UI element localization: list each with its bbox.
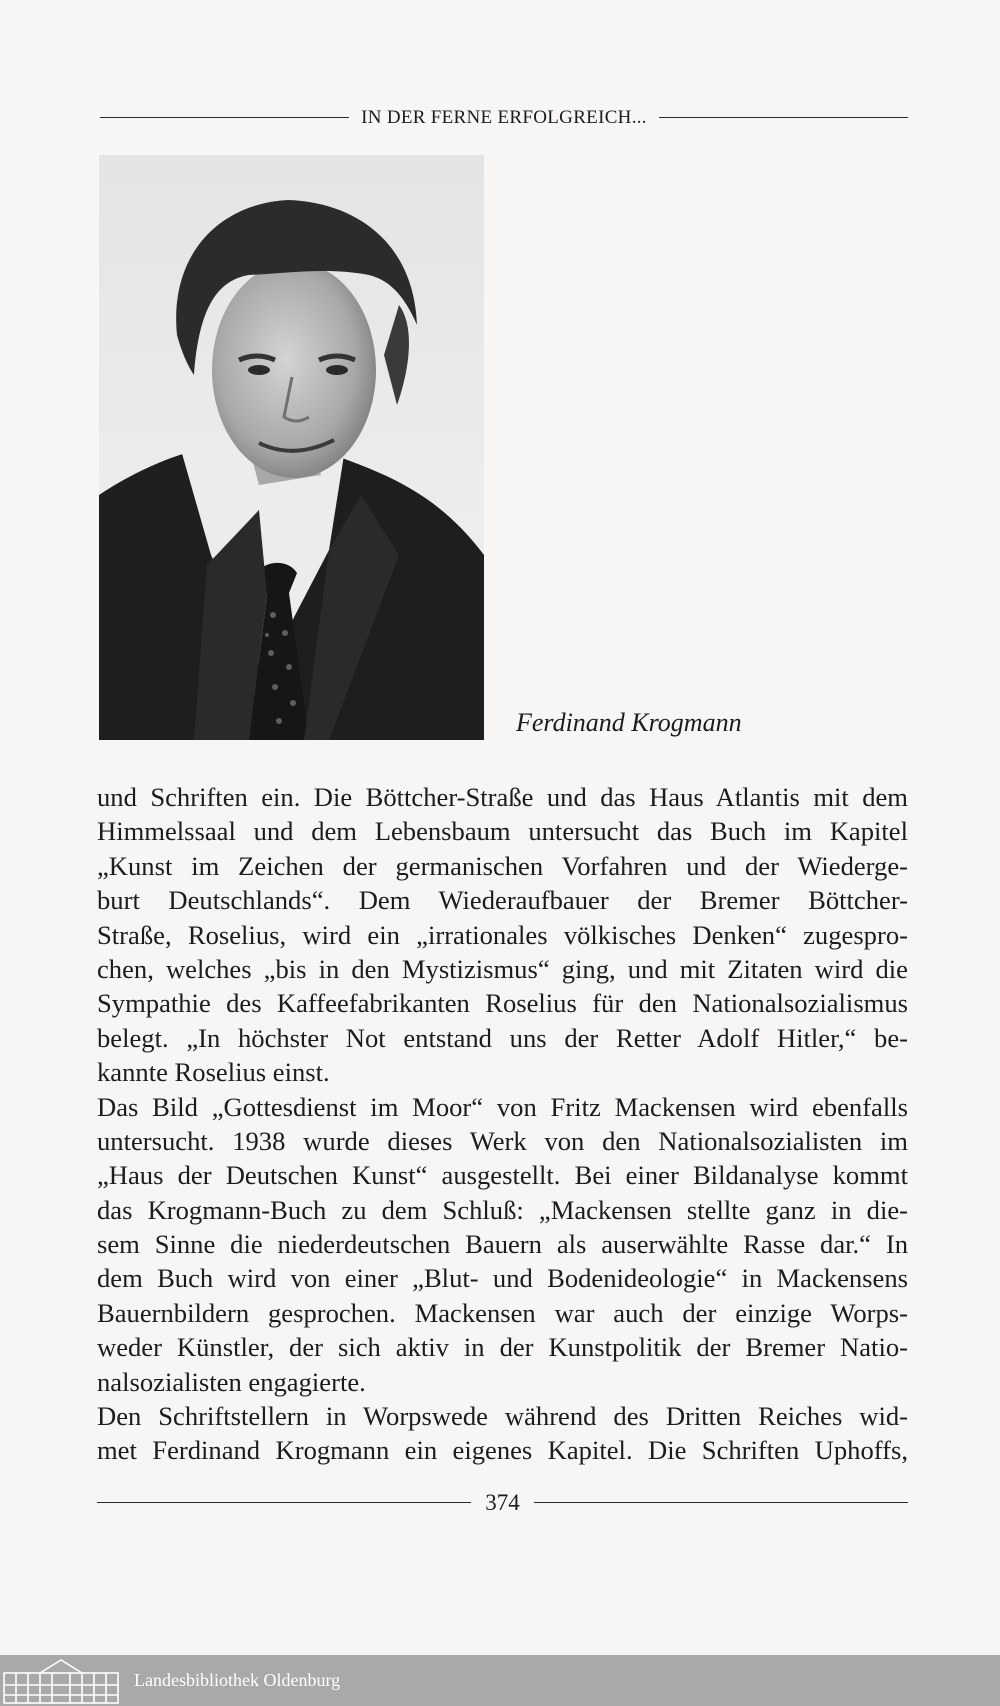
text-line: chen, welches „bis in den Mystizismus“ ging, und mit Zitaten wird die: [97, 953, 908, 984]
text-line: untersucht. 1938 wurde dieses Werk von den Nationalsozialisten im: [97, 1125, 908, 1156]
text-line: met Ferdinand Krogmann ein eigenes Kapitel. Die Schriften Uphoffs,: [97, 1435, 908, 1466]
text-line: und Schriften ein. Die Böttcher-Straße und das Haus Atlantis mit dem: [97, 782, 908, 812]
body-text: [97, 780, 908, 1468]
running-head: [100, 108, 908, 127]
text-line: „Kunst im Zeichen der germanischen Vorfahren und der Wiederge-: [97, 850, 908, 881]
text-line: Das Bild „Gottesdienst im Moor“ von Fritz Mackensen wird ebenfalls: [97, 1091, 908, 1122]
library-name: Landesbibliothek Oldenburg: [134, 1670, 341, 1690]
text-line: das Krogmann-Buch zu dem Schluß: „Mackensen stellte ganz in die-: [97, 1194, 908, 1225]
text-line: belegt. „In höchster Not entstand uns der Retter Adolf Hitler,“ be-: [97, 1022, 908, 1053]
text-line: „Haus der Deutschen Kunst“ ausgestellt. Bei einer Bildanalyse kommt: [97, 1160, 908, 1191]
running-head-rule-left: [100, 117, 349, 118]
text-line: weder Künstler, der sich aktiv in der Kunstpolitik der Bremer Natio-: [97, 1332, 908, 1363]
text-line: dem Buch wird von einer „Blut- und Bodenideologie“ in Mackensens: [97, 1263, 908, 1294]
folio-rule-right: [534, 1502, 908, 1503]
text-line: burt Deutschlands“. Dem Wiederaufbauer der Bremer Böttcher-: [97, 885, 908, 916]
page-folio: [97, 1491, 908, 1514]
running-head-title: IN DER FERNE ERFOLGREICH...: [361, 107, 647, 128]
library-footer-bar: [0, 1655, 1000, 1706]
text-line: Sympathie des Kaffeefabrikanten Roselius für den Nationalsozialismus: [97, 988, 908, 1019]
folio-rule-left: [97, 1502, 471, 1503]
library-building-icon: [0, 1655, 122, 1706]
text-line: Himmelssaal und dem Lebensbaum untersucht das Buch im Kapitel: [97, 816, 908, 847]
text-line: nalsozialisten engagierte.: [97, 1366, 366, 1397]
text-line: Bauernbildern gesprochen. Mackensen war auch der einzige Worps-: [97, 1297, 908, 1328]
portrait-photo: [99, 155, 484, 740]
text-line: sem Sinne die niederdeutschen Bauern als auserwählte Rasse dar.“ In: [97, 1229, 908, 1260]
page-number: 374: [485, 1490, 520, 1515]
photo-caption: Ferdinand Krogmann: [516, 708, 742, 737]
text-line: Den Schriftstellern in Worpswede während des Dritten Reiches wid-: [97, 1401, 908, 1432]
text-line: Straße, Roselius, wird ein „irrationales völkisches Denken“ zugespro-: [97, 919, 908, 950]
text-line: kannte Roselius einst.: [97, 1057, 330, 1088]
running-head-rule-right: [659, 117, 908, 118]
